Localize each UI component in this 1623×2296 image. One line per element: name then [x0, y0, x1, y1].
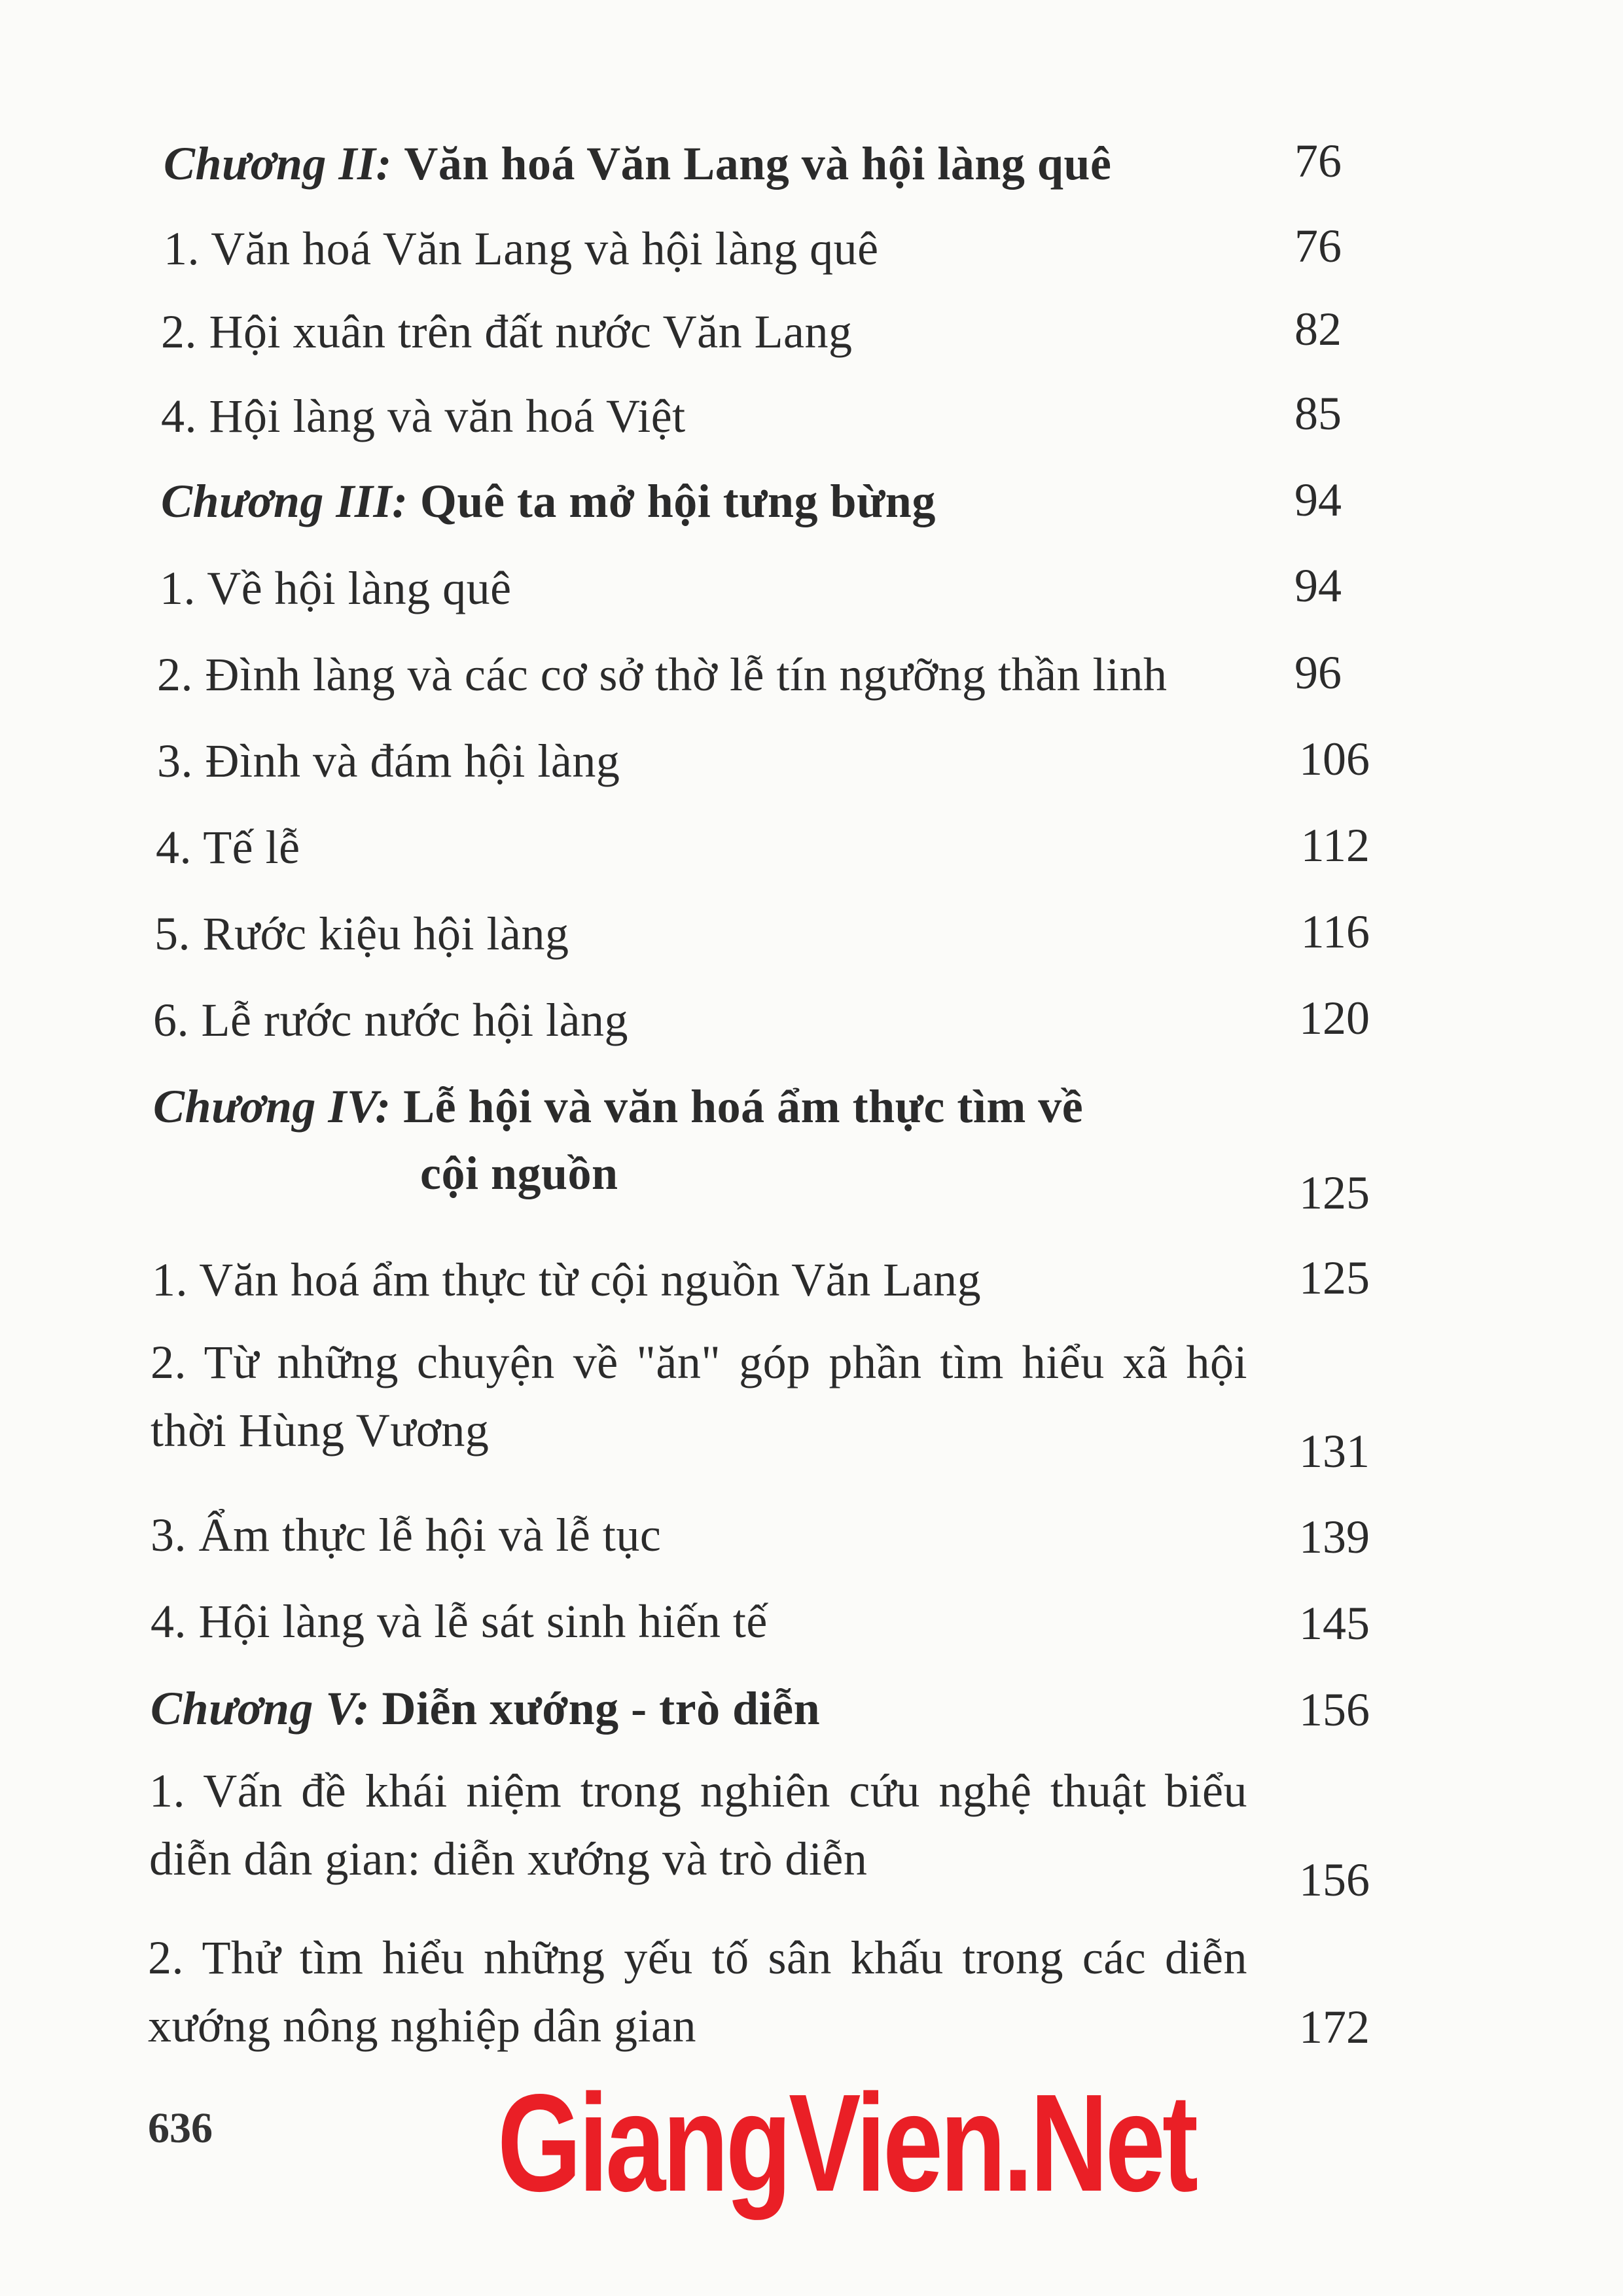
chapter-label: Chương IV:: [153, 1080, 391, 1133]
item-title: 3. Ẩm thực lễ hội và lễ tục: [151, 1509, 662, 1561]
chapter-title: Văn hoá Văn Lang và hội làng quê: [404, 137, 1112, 190]
page-ref: 94: [1294, 559, 1342, 612]
page-ref: 145: [1299, 1597, 1370, 1650]
chapter-label: Chương III:: [161, 475, 408, 527]
page-ref: 172: [1299, 2001, 1370, 2053]
page-ref: 94: [1294, 474, 1342, 526]
page-ref: 76: [1294, 220, 1342, 272]
item-title: 5. Rước kiệu hội làng: [154, 908, 569, 960]
item-title: 1. Văn hoá ẩm thực từ cội nguồn Văn Lang: [152, 1254, 982, 1306]
page-ref: 156: [1299, 1684, 1370, 1736]
item-title: 4. Tế lễ: [156, 821, 300, 874]
page-ref: 120: [1299, 992, 1370, 1044]
page-number: 636: [148, 2104, 213, 2152]
page-ref: 85: [1294, 387, 1342, 440]
item-title: 3. Đình và đám hội làng: [157, 735, 620, 787]
page-ref: 76: [1294, 135, 1342, 187]
chapter-title-continued: cội nguồn: [420, 1147, 618, 1199]
item-title: 2. Thử tìm hiểu những yếu tố sân khấu trong các diễn xướng nông nghiệp dân gian: [148, 1932, 1247, 2052]
item-title: 2. Đình làng và các cơ sở thờ lễ tín ngưỡng thần linh: [157, 648, 1168, 701]
page-ref: 125: [1299, 1252, 1370, 1304]
item-title: 2. Hội xuân trên đất nước Văn Lang: [161, 306, 853, 358]
item-title: 1. Vấn đề khái niệm trong nghiên cứu nghệ thuật biểu diễn dân gian: diễn xướng và trò diễn: [149, 1765, 1247, 1885]
chapter-label: Chương II:: [164, 137, 392, 190]
chapter-title: Quê ta mở hội tưng bừng: [419, 475, 936, 527]
chapter-title: Lễ hội và văn hoá ẩm thực tìm về: [403, 1080, 1084, 1133]
item-title: 4. Hội làng và văn hoá Việt: [161, 390, 686, 442]
page-ref: 112: [1300, 819, 1370, 872]
item-title: 1. Văn hoá Văn Lang và hội làng quê: [164, 222, 879, 275]
item-title: 1. Về hội làng quê: [160, 562, 512, 614]
page-ref: 116: [1300, 906, 1370, 958]
page-ref: 82: [1294, 303, 1342, 355]
page-ref: 125: [1299, 1167, 1370, 1219]
chapter-label: Chương V:: [151, 1682, 370, 1735]
item-title: 6. Lễ rước nước hội làng: [153, 994, 628, 1046]
page-ref: 156: [1299, 1854, 1370, 1906]
page-ref: 96: [1294, 646, 1342, 699]
page-ref: 139: [1299, 1511, 1370, 1563]
chapter-title: Diễn xướng - trò diễn: [382, 1682, 821, 1735]
page-ref: 131: [1299, 1425, 1370, 1477]
page-ref: 106: [1299, 733, 1370, 785]
watermark: GiangVien.Net: [497, 2065, 1196, 2220]
item-title: 4. Hội làng và lễ sát sinh hiến tế: [151, 1595, 768, 1648]
item-title: 2. Từ những chuyện về "ăn" góp phần tìm hiểu xã hội thời Hùng Vương: [151, 1336, 1247, 1457]
